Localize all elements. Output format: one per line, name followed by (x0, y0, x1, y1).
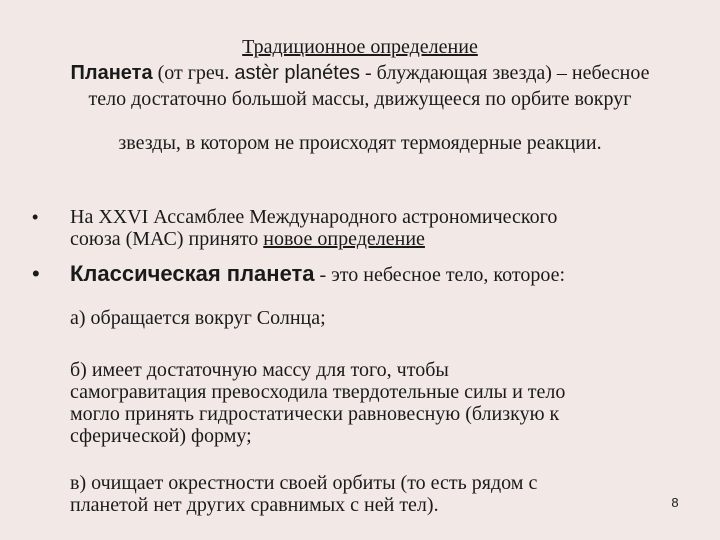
definition-line-3: звезды, в котором не происходят термоядерные реакции. (118, 132, 602, 154)
bullet-text-prefix: союза (МАС) принято (70, 228, 264, 250)
bullet-iau-assembly (32, 206, 692, 250)
bullet-text: - это небесное тело, которое: (314, 264, 566, 286)
page-number: 8 (671, 495, 679, 510)
criterion-b-line: сферической) форму; (70, 425, 252, 447)
criterion-b-line: могло принять гидростатически равновесную (близкую к (70, 403, 560, 425)
criterion-b-line: самогравитация превосходила твердотельные силы и тело (70, 381, 566, 403)
criterion-b-line: б) имеет достаточную массу для того, чтобы (70, 359, 449, 381)
criterion-b (70, 359, 670, 447)
bullet-body (70, 261, 692, 288)
bullet-classical-planet (32, 261, 692, 288)
bullet-text-line-1: На XXVI Ассамблее Международного астрономического (70, 206, 558, 228)
greek-term: astèr planétes (234, 62, 360, 84)
criterion-a (70, 307, 670, 329)
definition-block (0, 34, 720, 156)
bullet-marker: • (32, 261, 40, 286)
criterion-a-line: а) обращается вокруг Солнца; (70, 307, 326, 329)
slide-title: Традиционное определение (242, 36, 478, 58)
criterion-c (70, 472, 670, 516)
classical-planet-term: Классическая планета (70, 261, 315, 286)
definition-line-1 (0, 60, 720, 86)
bullet-marker: • (32, 207, 39, 227)
criterion-c-line: планетой нет других сравнимых с ней тел). (70, 494, 439, 516)
new-definition-link[interactable]: новое определение (263, 228, 425, 250)
definition-text-1b: - блуждающая звезда) – небесное (359, 62, 650, 84)
definition-line-2: тело достаточно большой массы, движущееся по орбите вокруг (88, 88, 632, 110)
bullet-text-line-2 (70, 228, 692, 250)
criterion-c-line: в) очищает окрестности своей орбиты (то есть рядом с (70, 472, 538, 494)
definition-text-1a: (от греч. (152, 62, 235, 84)
planet-term: Планета (70, 62, 153, 84)
bullet-body (70, 206, 692, 250)
